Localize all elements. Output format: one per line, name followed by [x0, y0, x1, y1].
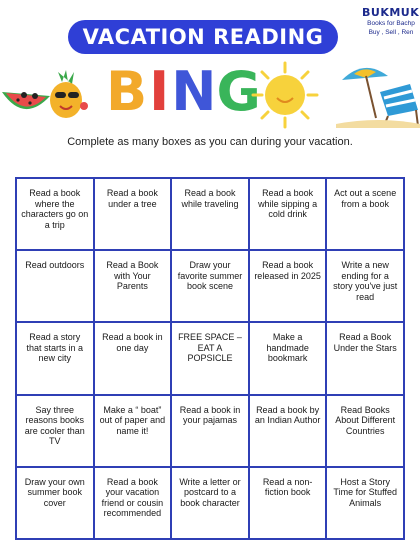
- pineapple-icon: [50, 70, 82, 118]
- bingo-cell[interactable]: Read Books About Different Countries: [326, 395, 404, 467]
- bingo-cell[interactable]: Read a book your vacation friend or cousin recommended: [94, 467, 172, 539]
- bingo-cell[interactable]: Read a book in your pajamas: [171, 395, 249, 467]
- bingo-cell[interactable]: Read outdoors: [16, 250, 94, 322]
- bingo-letter-g: G: [216, 60, 261, 123]
- bingo-letter-b: B: [106, 60, 148, 123]
- bingo-letter-i: I: [149, 60, 170, 123]
- bingo-letter-n: N: [171, 60, 217, 123]
- bingo-cell[interactable]: Read a non-fiction book: [249, 467, 327, 539]
- bingo-cell[interactable]: Read a book while traveling: [171, 178, 249, 250]
- fruit-icons: [0, 62, 90, 128]
- bingo-cell[interactable]: Act out a scene from a book: [326, 178, 404, 250]
- title-banner: [68, 20, 338, 54]
- bingo-cell[interactable]: Draw your favorite summer book scene: [171, 250, 249, 322]
- bingo-cell[interactable]: Read a book in one day: [94, 322, 172, 394]
- watermelon-icon: [2, 92, 50, 109]
- bingo-cell[interactable]: Say three reasons books are cooler than TV: [16, 395, 94, 467]
- instructions-text: Complete as many boxes as you can during your vacation.: [67, 136, 353, 148]
- sun-icon: [250, 60, 320, 130]
- bingo-cell[interactable]: Read a book under a tree: [94, 178, 172, 250]
- bingo-cell[interactable]: Host a Story Time for Stuffed Animals: [326, 467, 404, 539]
- beach-chair-icon: [380, 84, 418, 126]
- bingo-cell[interactable]: Write a new ending for a story you've just read: [326, 250, 404, 322]
- beach-icon: [336, 58, 420, 128]
- bingo-cell[interactable]: Write a letter or postcard to a book character: [171, 467, 249, 539]
- bingo-cell[interactable]: Read a book by an Indian Author: [249, 395, 327, 467]
- brand-name: BUKMUK: [362, 6, 420, 19]
- brand-tagline-1: Books for Bachp: [367, 20, 415, 27]
- bingo-cell[interactable]: Read a book released in 2025: [249, 250, 327, 322]
- bingo-cell[interactable]: Read a story that starts in a new city: [16, 322, 94, 394]
- bingo-cell[interactable]: Read a book while sipping a cold drink: [249, 178, 327, 250]
- page-title: VACATION READING: [82, 25, 324, 49]
- bingo-cell[interactable]: Read a Book Under the Stars: [326, 322, 404, 394]
- brand-tagline-2: Buy , Sell , Ren: [368, 29, 414, 36]
- bingo-cell[interactable]: Read a Book with Your Parents: [94, 250, 172, 322]
- bingo-cell[interactable]: Make a “ boat” out of paper and name it!: [94, 395, 172, 467]
- bingo-cell[interactable]: Draw your own summer book cover: [16, 467, 94, 539]
- bingo-cell[interactable]: Make a handmade bookmark: [249, 322, 327, 394]
- brand-logo: [362, 6, 420, 37]
- bingo-grid: [15, 177, 405, 540]
- bingo-title: [106, 58, 261, 122]
- free-space-cell[interactable]: FREE SPACE – EAT A POPSICLE: [171, 322, 249, 394]
- bingo-cell[interactable]: Read a book where the characters go on a trip: [16, 178, 94, 250]
